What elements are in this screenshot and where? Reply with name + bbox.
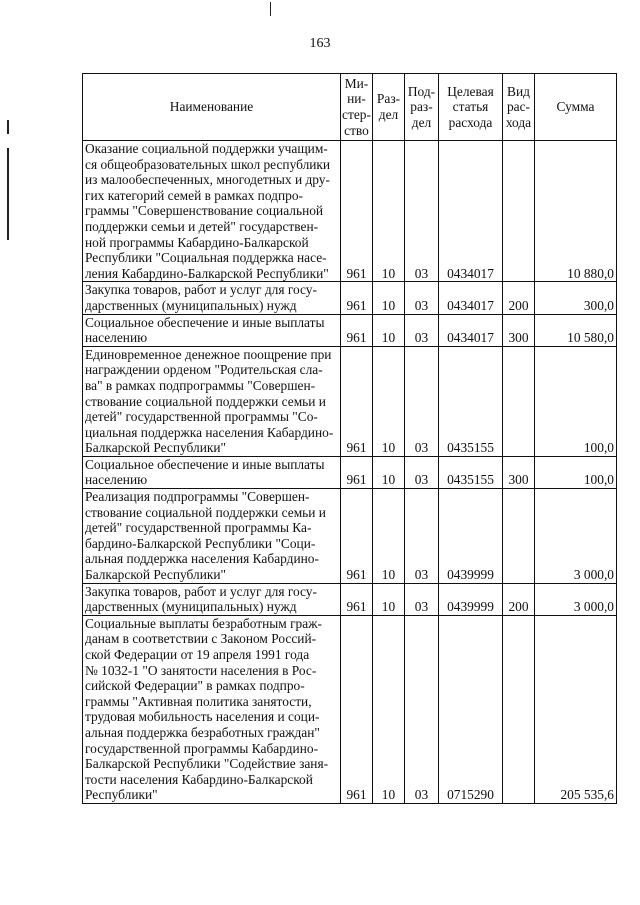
- cell-sum: 3 000,0: [535, 583, 617, 615]
- header-sum: Сумма: [535, 74, 617, 141]
- table-row: [83, 615, 617, 803]
- table-row: [83, 583, 617, 615]
- cell-ministry: 961: [341, 615, 373, 803]
- cell-section: 10: [373, 583, 405, 615]
- cell-subsection: 03: [405, 583, 439, 615]
- cell-target: 0434017: [439, 141, 503, 282]
- table-row: [83, 489, 617, 584]
- cell-name: Социальное обеспечение и иные выплаты населению: [83, 456, 341, 488]
- cell-section: 10: [373, 615, 405, 803]
- table-row: [83, 314, 617, 346]
- cell-ministry: 961: [341, 314, 373, 346]
- cell-subsection: 03: [405, 141, 439, 282]
- cell-subsection: 03: [405, 282, 439, 314]
- cell-ministry: 961: [341, 346, 373, 456]
- cell-sum: 3 000,0: [535, 489, 617, 584]
- cell-subsection: 03: [405, 489, 439, 584]
- cell-subsection: 03: [405, 456, 439, 488]
- table-header-row: [83, 74, 617, 141]
- cell-type: [503, 615, 535, 803]
- cell-target: 0439999: [439, 583, 503, 615]
- cell-name: Закупка товаров, работ и услуг для госу- дарственных (муниципальных) нужд: [83, 282, 341, 314]
- cell-target: 0435155: [439, 346, 503, 456]
- cell-name: Социальное обеспечение и иные выплаты населению: [83, 314, 341, 346]
- cell-sum: 300,0: [535, 282, 617, 314]
- cell-subsection: 03: [405, 346, 439, 456]
- cell-section: 10: [373, 346, 405, 456]
- page-number: 163: [309, 36, 331, 51]
- scan-mark: [7, 120, 9, 134]
- cell-name: Единовременное денежное поощрение при награждении орденом "Родительская сла- ва" в рамках подпрограммы "Совершен- ствование социальной поддержки семьи и детей" государственной программы "Со- циальная поддержка населения Кабардино- Балкарской Республики": [83, 346, 341, 456]
- table-row: [83, 346, 617, 456]
- cell-section: 10: [373, 489, 405, 584]
- cell-type: [503, 141, 535, 282]
- cell-type: [503, 489, 535, 584]
- cell-type: [503, 346, 535, 456]
- table-row: [83, 141, 617, 282]
- cell-sum: 205 535,6: [535, 615, 617, 803]
- cell-target: 0434017: [439, 314, 503, 346]
- cell-name: Реализация подпрограммы "Совершен- ствование социальной поддержки семьи и детей" государственной программы Ка- бардино-Балкарской Республики "Соци- альная поддержка населения Кабардино- Балкарской Республики": [83, 489, 341, 584]
- cell-ministry: 961: [341, 282, 373, 314]
- cell-sum: 10 580,0: [535, 314, 617, 346]
- cell-sum: 100,0: [535, 456, 617, 488]
- cell-sum: 10 880,0: [535, 141, 617, 282]
- cell-subsection: 03: [405, 615, 439, 803]
- cell-ministry: 961: [341, 456, 373, 488]
- cell-target: 0715290: [439, 615, 503, 803]
- budget-table: [82, 73, 617, 804]
- header-subsection: Под- раз- дел: [405, 74, 439, 141]
- header-name: Наименование: [83, 74, 341, 141]
- cell-target: 0434017: [439, 282, 503, 314]
- cell-section: 10: [373, 456, 405, 488]
- cell-name: Социальные выплаты безработным граж- данам в соответствии с Законом Россий- ской Федерации от 19 апреля 1991 года № 1032-1 "О занятости населения в Рос- сийской Федерации" в рамках подпро- граммы "Активная политика занятости, трудовая мобильность населения и соци- альная поддержка безработных граждан" государственной программы Кабардино- Балкарской Республики "Содействие заня- тости населения Кабардино-Балкарской Республики": [83, 615, 341, 803]
- header-section: Раз- дел: [373, 74, 405, 141]
- cell-section: 10: [373, 314, 405, 346]
- cell-ministry: 961: [341, 489, 373, 584]
- cell-section: 10: [373, 141, 405, 282]
- header-type: Вид рас- хода: [503, 74, 535, 141]
- header-target: Целевая статья расхода: [439, 74, 503, 141]
- cell-type: 300: [503, 314, 535, 346]
- table-row: [83, 456, 617, 488]
- cell-ministry: 961: [341, 141, 373, 282]
- cell-type: 200: [503, 282, 535, 314]
- table-row: [83, 282, 617, 314]
- cell-name: Оказание социальной поддержки учащим- ся общеобразовательных школ республики из малообеспеченных, многодетных и дру- гих категорий семей в рамках подпро- граммы "Совершенствование социальной поддержки семьи и детей" государствен- ной программы Кабардино-Балкарской Республики "Социальная поддержка насе- ления Кабардино-Балкарской Республики": [83, 141, 341, 282]
- cell-type: 300: [503, 456, 535, 488]
- scan-mark: [270, 2, 271, 16]
- cell-name: Закупка товаров, работ и услуг для госу- дарственных (муниципальных) нужд: [83, 583, 341, 615]
- header-ministry: Ми- ни- стер- ство: [341, 74, 373, 141]
- cell-sum: 100,0: [535, 346, 617, 456]
- cell-section: 10: [373, 282, 405, 314]
- cell-ministry: 961: [341, 583, 373, 615]
- cell-subsection: 03: [405, 314, 439, 346]
- scan-mark: [7, 148, 9, 240]
- cell-type: 200: [503, 583, 535, 615]
- cell-target: 0439999: [439, 489, 503, 584]
- cell-target: 0435155: [439, 456, 503, 488]
